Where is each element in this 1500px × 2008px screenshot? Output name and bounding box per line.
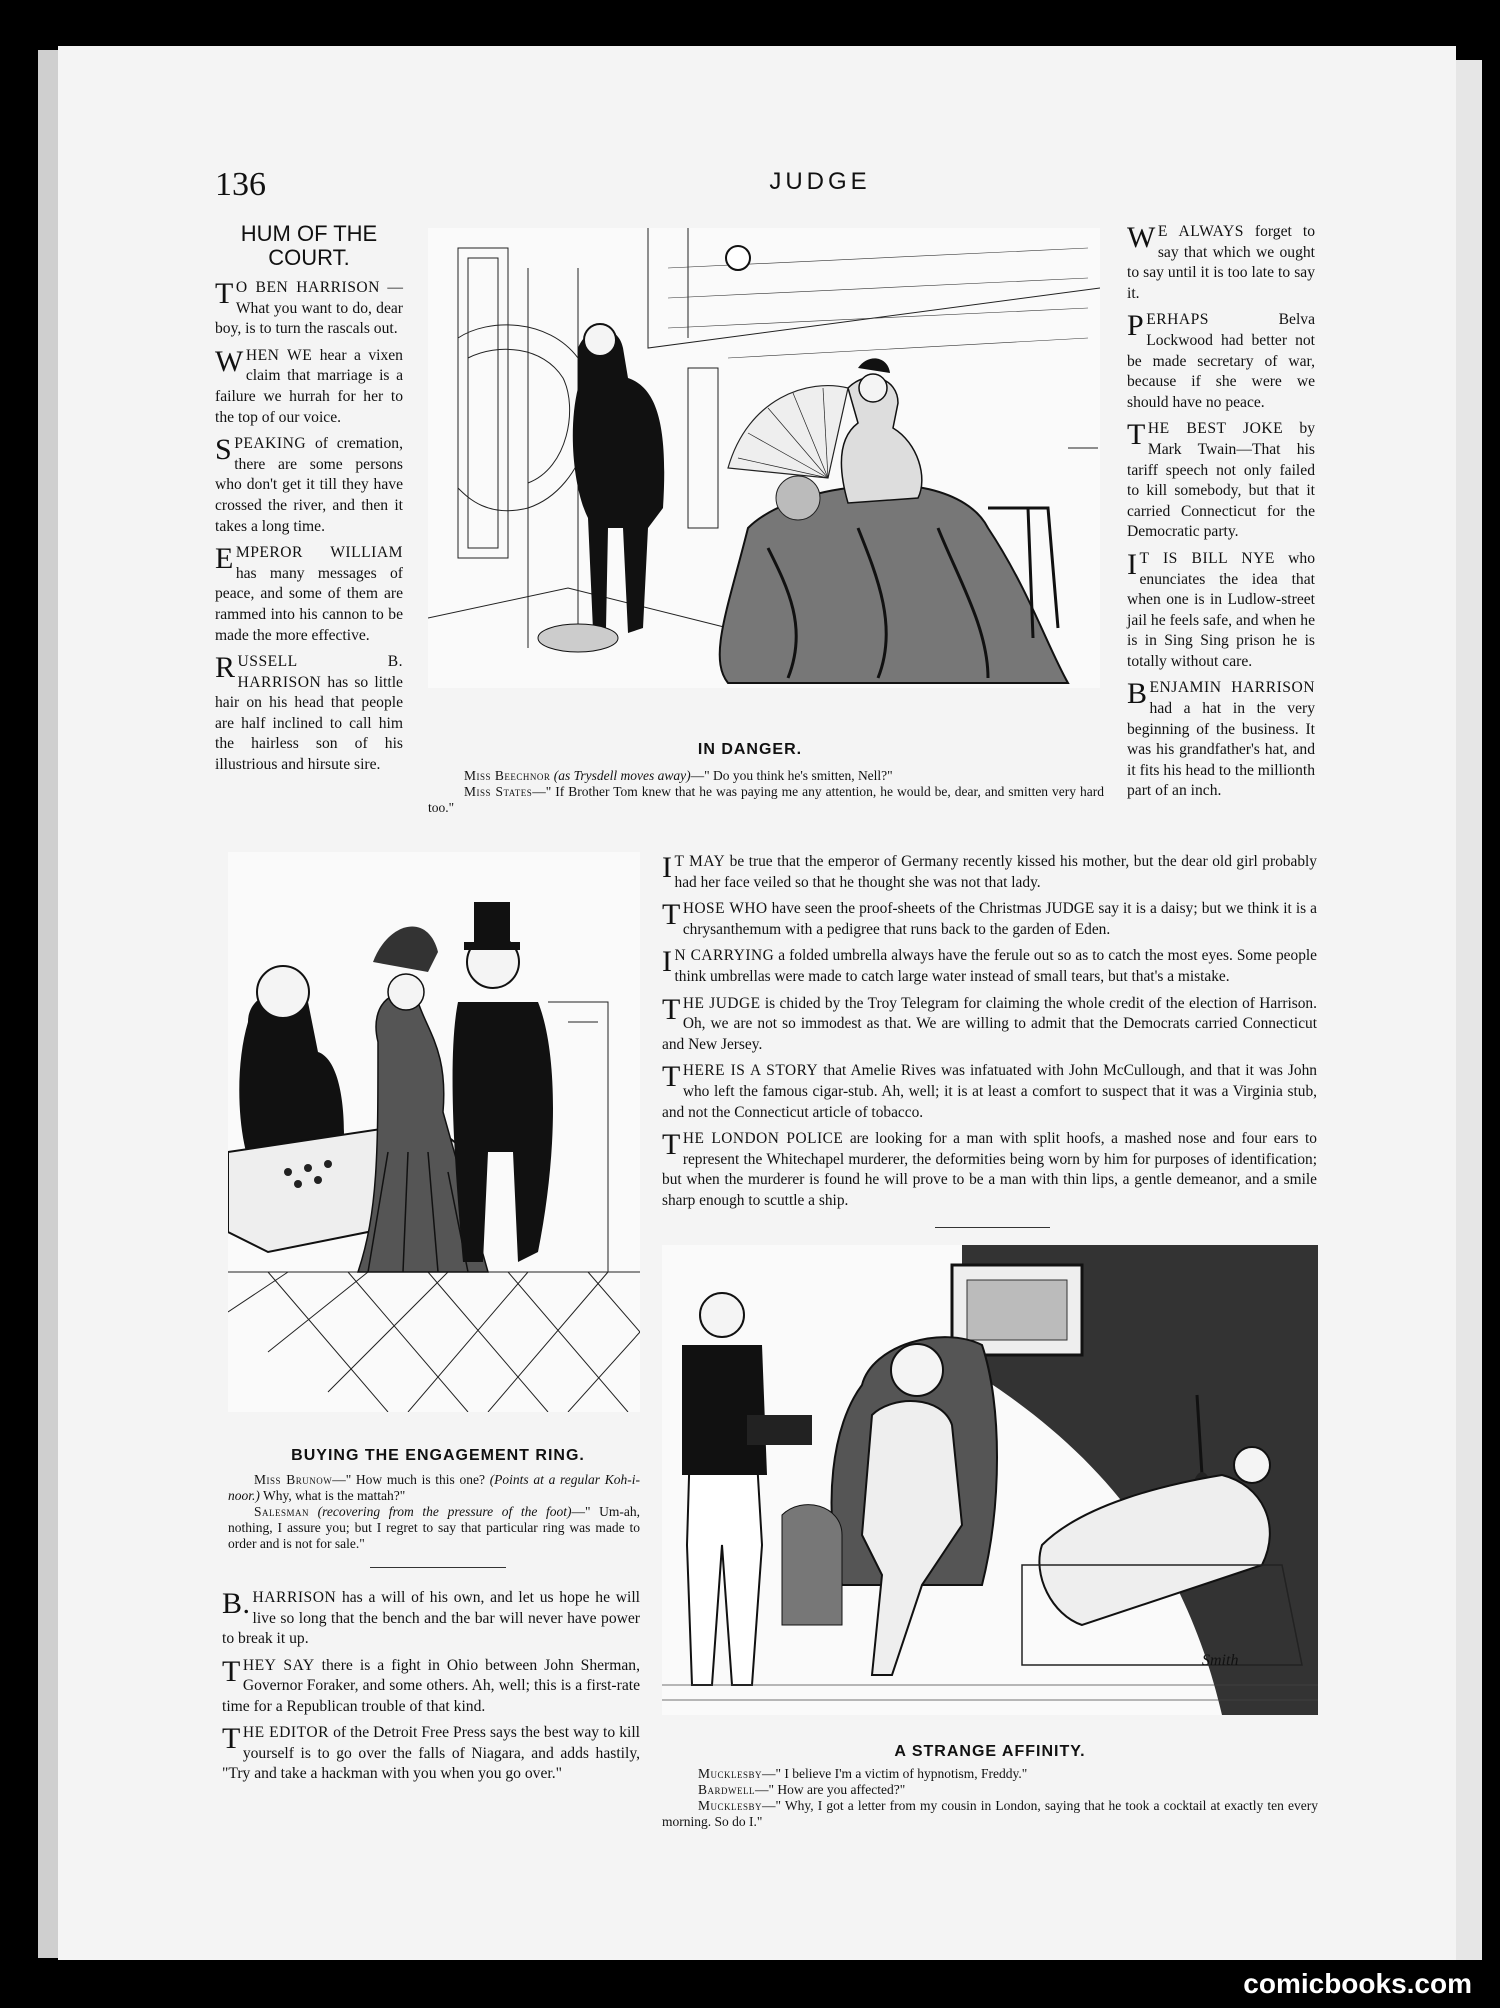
paragraph: THE LONDON POLICE are looking for a man with split hoofs, a mashed nose and four ears to represent the Whitechapel murderer, the deformities being worn by him for purposes of identification; but when the murderer is found he will prove to be a man with thin lips, a gentle demeanor, and a smile sharp enough to scuttle a ship. <box>662 1128 1317 1209</box>
paragraph: WE ALWAYS forget to say that which we ought to say until it is too late to say it. <box>1127 221 1315 302</box>
paragraph: RUSSELL B. HARRISON has so little hair on his head that people are half inclined to call him the hairless son of his illustrious and hirsute sire. <box>215 651 403 774</box>
caption-line: Bardwell—" How are you affected?" <box>698 1782 906 1797</box>
strange-affinity-illustration <box>662 1245 1318 1715</box>
in-danger-caption <box>428 768 1104 816</box>
watermark: comicbooks.com <box>1243 1968 1472 1999</box>
paragraph: THOSE WHO have seen the proof-sheets of the Christmas JUDGE say it is a daisy; but we think it is a chrysanthemum with a pedigree that runs back to the garden of Eden. <box>662 898 1317 938</box>
in-danger-title: IN DANGER. <box>697 741 803 758</box>
engagement-ring-caption <box>228 1472 640 1552</box>
section-divider <box>935 1227 1050 1228</box>
engagement-ring-title: BUYING THE ENGAGEMENT RING. <box>291 1447 585 1464</box>
paragraph: B.HARRISON has a will of his own, and let us hope he will live so long that the bench and the bar will never have power to break it up. <box>222 1587 640 1647</box>
column-headline: HUM OF THE COURT. <box>240 221 378 270</box>
paragraph: THE EDITOR of the Detroit Free Press says the best way to kill yourself is to go over the falls of Niagara, and adds hastily, "Try and take a hackman with you when you go over." <box>222 1722 641 1782</box>
paragraph: EMPEROR WILLIAM has many messages of peace, and some of them are rammed into his cannon to be made the more effective. <box>215 542 403 644</box>
paragraph: IT IS BILL NYE who enunciates the idea that when one is in Ludlow-street jail he feels safe, and when he is in Sing Sing prison he is totally without care. <box>1127 547 1315 670</box>
engagement-ring-drawing <box>228 852 640 1412</box>
paragraph: WHEN WE hear a vixen claim that marriage is a failure we hurrah for her to the top of our voice. <box>215 344 403 426</box>
caption-line: Mucklesby—" Why, I got a letter from my cousin in London, saying that he took a cocktail at exactly ten every morning. So do I." <box>662 1798 1318 1829</box>
in-danger-illustration <box>428 228 1100 688</box>
in-danger-drawing <box>428 228 1100 688</box>
paragraph: THERE IS A STORY that Amelie Rives was infatuated with John McCullough, and that it was John who left the famous cigar-stub. Ah, well; it is at least a comfort to suspect that it was a Virginia stub, and not the Connecticut article of tobacco. <box>662 1060 1318 1121</box>
paragraph: SPEAKING of cremation, there are some persons who don't get it till they have crossed the river, and then it takes a long time. <box>215 433 403 535</box>
section-divider <box>370 1567 506 1568</box>
artist-signature: Smith <box>1202 1652 1239 1669</box>
paragraph: THE JUDGE is chided by the Troy Telegram for claiming the whole credit of the election of Harrison. Oh, we are not so immodest as that. We are willing to admit that the Democrats carried Connecticut and New Jersey. <box>662 992 1317 1053</box>
strange-affinity-title: A STRANGE AFFINITY. <box>894 1743 1086 1760</box>
masthead: JUDGE <box>769 168 871 195</box>
caption-line: Salesman (recovering from the pressure of the foot)—" Um-ah, nothing, I assure you; but I regret to say that particular ring was made to order and is not for sale." <box>228 1504 641 1551</box>
paragraph: TO BEN HARRISON —What you want to do, dear boy, is to turn the rascals out. <box>215 277 403 338</box>
bottom-left-text-block <box>222 1588 640 1791</box>
strange-affinity-caption <box>662 1766 1318 1830</box>
paragraph: BENJAMIN HARRISON had a hat in the very beginning of the business. It was his grandfather's hat, and it fits his head to the millionth part of an inch. <box>1127 677 1315 800</box>
strange-affinity-drawing <box>662 1245 1318 1715</box>
caption-line: Mucklesby—" I believe I'm a victim of hypnotism, Freddy." <box>698 1766 1028 1781</box>
caption-line: Miss Beechnor (as Trysdell moves away)—" Do you think he's smitten, Nell?" <box>464 768 893 783</box>
paragraph: THE BEST JOKE by Mark Twain—That his tariff speech not only failed to kill somebody, but that it carried Connecticut for the Democratic party. <box>1127 418 1315 541</box>
paragraph: IN CARRYING a folded umbrella always have the ferule out so as to catch the most eyes. Some people think umbrellas were made to catch large water instead of small tears, but that's a mistake. <box>662 945 1317 985</box>
page-number: 136 <box>215 166 266 203</box>
caption-line: Miss Brunow—" How much is this one? (Points at a regular Koh-i-noor.) Why, what is the mattah?" <box>228 1472 640 1503</box>
caption-line: Miss States—" If Brother Tom knew that he was paying me any attention, he would be, dear, and smitten very hard too." <box>428 784 1104 815</box>
right-column <box>1127 222 1315 808</box>
engagement-ring-illustration <box>228 852 640 1412</box>
middle-text-block <box>662 852 1317 1218</box>
paragraph: PERHAPS Belva Lockwood had better not be made secretary of war, because if she were we should have no peace. <box>1127 309 1315 411</box>
left-column <box>215 222 403 782</box>
paragraph: IT MAY be true that the emperor of Germany recently kissed his mother, but the dear old girl probably had her face veiled so that he thought she was not that lady. <box>662 851 1317 891</box>
paragraph: THEY SAY there is a fight in Ohio between John Sherman, Governor Foraker, and some others. Ah, well; this is a first-rate time for a Republican trouble of that kind. <box>222 1654 640 1715</box>
